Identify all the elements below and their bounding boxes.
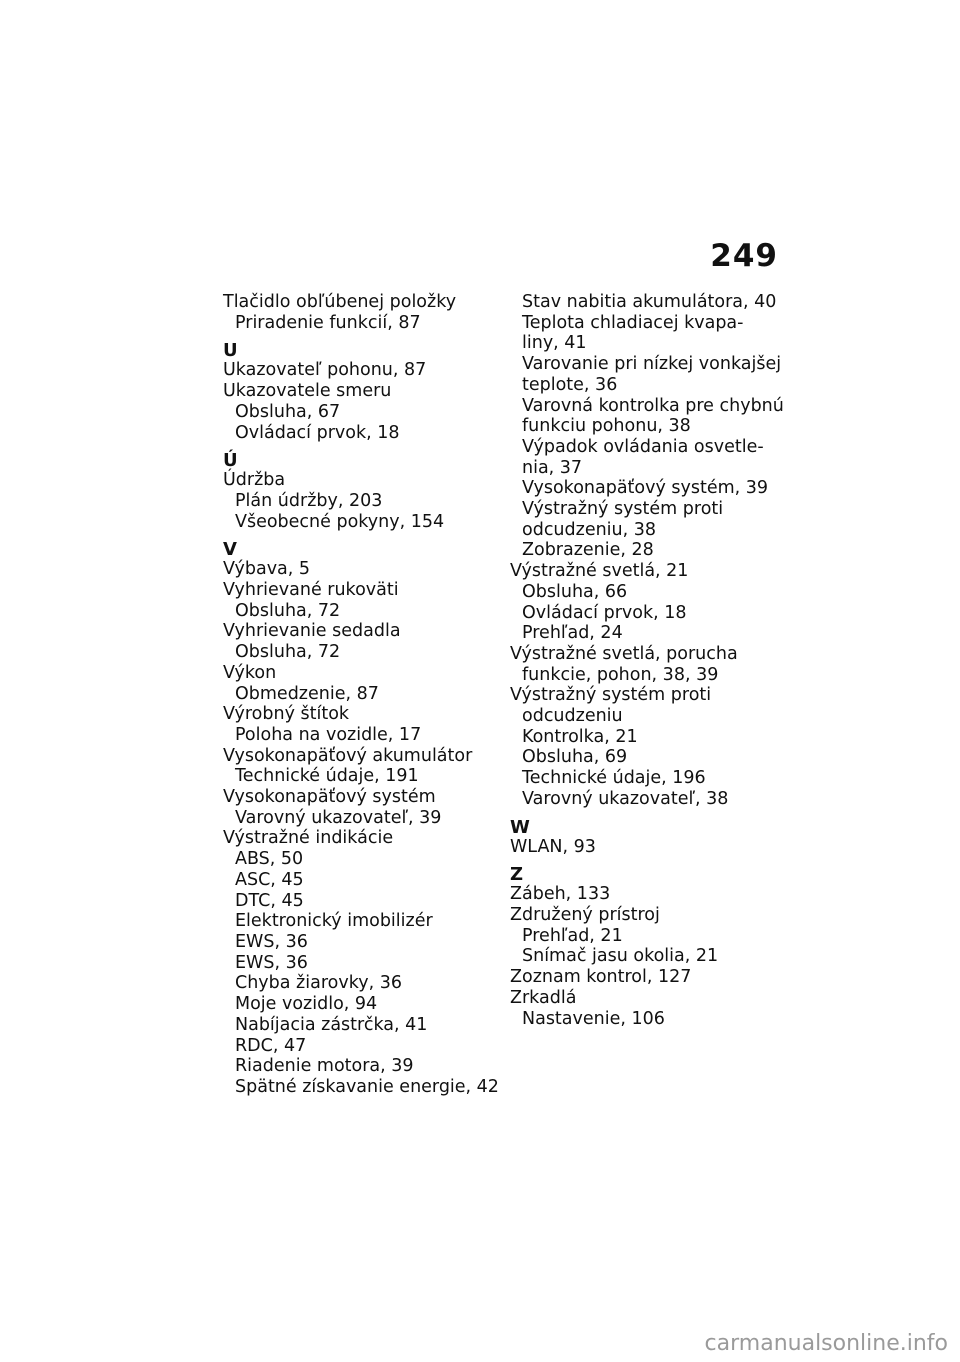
index-subentry: Výstražný systém proti [522,499,724,520]
index-subentry: liny, 41 [522,333,587,354]
index-subentry: Všeobecné pokyny, 154 [235,511,445,532]
index-subentry: odcudzeniu [522,706,623,727]
index-column-right [510,292,790,1029]
index-subentry: Plán údržby, 203 [235,490,383,511]
index-subentry: Vysokonapäťový systém, 39 [522,478,769,499]
index-subentry: Obsluha, 66 [522,581,628,602]
index-letter-heading: W [510,816,530,838]
index-entry: Výkon [223,662,277,683]
index-subentry: Obsluha, 72 [235,600,341,621]
index-letter-heading: U [223,340,238,362]
index-subentry: Teplota chladiacej kvapa- [522,312,744,333]
index-entry: WLAN, 93 [510,836,596,857]
index-entry: Vyhrievanie sedadla [223,621,401,642]
index-subentry: RDC, 47 [235,1035,307,1056]
index-subentry: Priradenie funkcií, 87 [235,312,421,333]
index-entry: Výstražný systém proti [510,685,712,706]
index-letter-heading: Ú [223,450,238,472]
index-entry: Údržba [223,470,286,491]
index-subentry: Snímač jasu okolia, 21 [522,946,719,967]
index-subentry: Obsluha, 67 [235,401,341,422]
index-subentry: Obsluha, 72 [235,642,341,663]
index-subentry: EWS, 36 [235,952,308,973]
index-subentry: Spätné získavanie energie, 42 [235,1076,499,1097]
index-column-left [223,292,503,1098]
index-subentry: Výpadok ovládania osvetle- [522,436,764,457]
index-subentry: Ovládací prvok, 18 [235,422,400,443]
index-subentry: ABS, 50 [235,849,304,870]
index-entry: Výstražné svetlá, porucha [510,643,738,664]
index-subentry: Varovný ukazovateľ, 39 [235,807,442,828]
index-subentry: Prehľad, 21 [522,925,623,946]
index-subentry: Chyba žiarovky, 36 [235,973,402,994]
index-entry: Výbava, 5 [223,559,311,580]
index-subentry: Riadenie motora, 39 [235,1056,414,1077]
index-entry: Vyhrievané rukoväti [223,580,399,601]
index-subentry: Varovný ukazovateľ, 38 [522,788,729,809]
index-subentry: Nastavenie, 106 [522,1008,665,1029]
index-entry: Zoznam kontrol, 127 [510,967,692,988]
watermark: carmanualsonline.info [704,1331,948,1356]
index-entry: Združený prístroj [510,904,660,925]
index-entry: Vysokonapäťový systém [223,787,436,808]
index-subentry: ASC, 45 [235,869,304,890]
page-number: 249 [710,238,778,274]
index-subentry: Nabíjacia zástrčka, 41 [235,1014,428,1035]
index-subentry: Obsluha, 69 [522,747,628,768]
index-letter-heading: Z [510,864,524,886]
index-subentry: teplote, 36 [522,374,618,395]
index-subentry: EWS, 36 [235,931,308,952]
index-entry: Výstražné indikácie [223,828,394,849]
index-entry: Vysokonapäťový akumulátor [223,745,473,766]
index-subentry: Elektronický imobilizér [235,911,433,932]
index-subentry: odcudzeniu, 38 [522,519,657,540]
index-subentry: funkciu pohonu, 38 [522,416,691,437]
index-entry: Ukazovatele smeru [223,381,392,402]
index-subentry: Technické údaje, 196 [522,768,706,789]
index-subentry: Varovanie pri nízkej vonkajšej [522,354,782,375]
index-subentry: Zobrazenie, 28 [522,540,654,561]
index-entry: Zrkadlá [510,987,577,1008]
index-entry: Výrobný štítok [223,704,350,725]
index-subentry: Stav nabitia akumulátora, 40 [522,292,777,312]
index-entry: Tlačidlo obľúbenej položky [223,292,457,312]
index-subentry: Varovná kontrolka pre chybnú [522,395,784,416]
index-letter-heading: V [223,539,237,561]
index-subentry: nia, 37 [522,457,583,478]
index-subentry: Prehľad, 24 [522,623,623,644]
index-subentry: funkcie, pohon, 38, 39 [522,664,719,685]
index-entry: Ukazovateľ pohonu, 87 [223,360,427,381]
index-subentry: Poloha na vozidle, 17 [235,724,422,745]
index-entry: Zábeh, 133 [510,884,611,905]
index-subentry: DTC, 45 [235,890,304,911]
index-subentry: Kontrolka, 21 [522,726,638,747]
index-subentry: Obmedzenie, 87 [235,683,379,704]
index-subentry: Moje vozidlo, 94 [235,994,378,1015]
index-entry: Výstražné svetlá, 21 [510,561,689,582]
index-subentry: Ovládací prvok, 18 [522,602,687,623]
index-subentry: Technické údaje, 191 [235,766,419,787]
